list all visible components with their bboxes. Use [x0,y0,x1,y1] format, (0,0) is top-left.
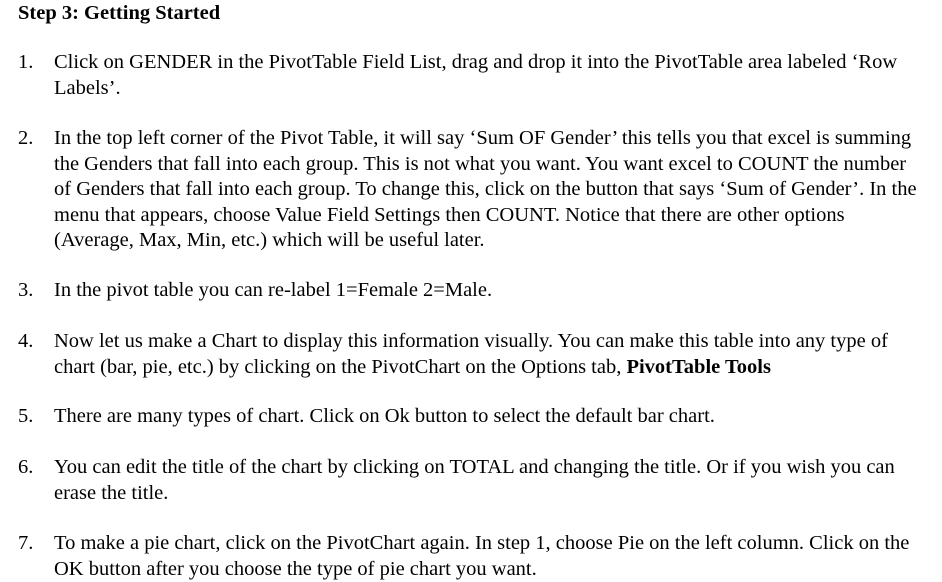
step-text: To make a pie chart, click on the PivotChart again. In step 1, choose Pie on the left column. Click on the OK button after you choose the type of pie chart you want. [54,532,910,580]
step-4 [18,329,928,380]
step-text: There are many types of chart. Click on Ok button to select the default bar chart. [54,405,715,427]
step-text-bold: PivotTable Tools [626,355,771,378]
step-text-container [54,329,926,380]
step-number: 7. [18,532,34,554]
step-text: Now let us make a Chart to display this information visually. You can make this table into any type of chart (bar, pie, etc.) by clicking on the PivotChart on the Options tab, [54,330,888,378]
step-number: 1. [18,51,34,73]
step-text: You can edit the title of the chart by clicking on TOTAL and changing the title. Or if you wish you can erase the title. [54,456,895,504]
step-3 [18,278,928,304]
step-number: 5. [18,405,34,427]
step-number: 2. [18,127,34,149]
step-6 [18,455,928,506]
step-2 [18,126,928,254]
step-7 [18,531,928,582]
step-number: 6. [18,456,34,478]
step-text: In the top left corner of the Pivot Table, it will say ‘Sum OF Gender’ this tells you that excel is summing the Genders that fall into each group. This is not what you want. You want excel to COUNT the number of Genders that fall into each group. To change this, click on the button that says ‘Sum of Gender’. In the menu that appears, choose Value Field Settings then COUNT. Notice that there are other options (Average, Max, Min, etc.) which will be useful later. [54,127,917,251]
step-1 [18,50,928,101]
step-number: 3. [18,279,34,301]
step-5 [18,404,928,430]
section-heading: Step 3: Getting Started [18,2,221,24]
step-text: In the pivot table you can re-label 1=Female 2=Male. [54,279,493,301]
step-text: Click on GENDER in the PivotTable Field List, drag and drop it into the PivotTable area labeled ‘Row Labels’. [54,51,898,99]
step-number: 4. [18,330,34,352]
